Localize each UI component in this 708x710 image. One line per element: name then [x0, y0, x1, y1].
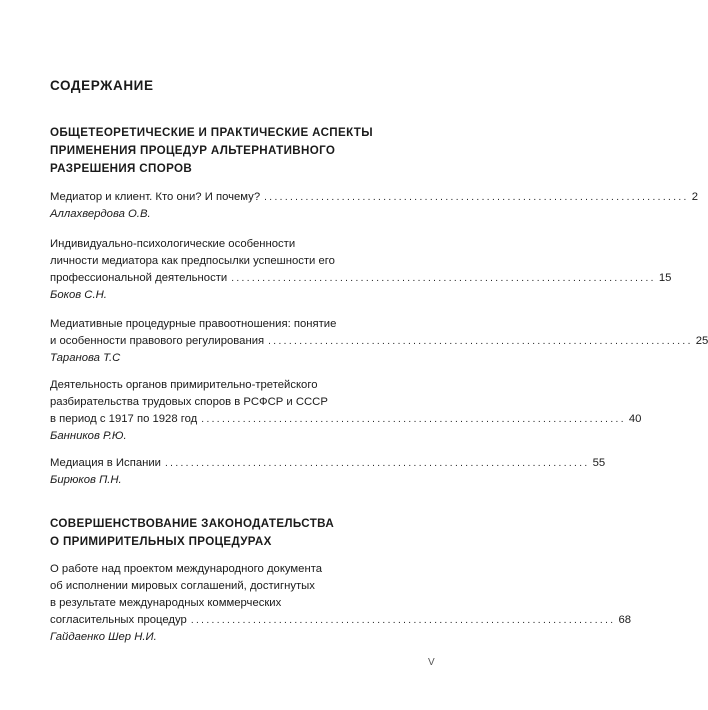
leader-dots: .................................................................................. [231, 273, 656, 284]
leader-dots: .................................................................................. [164, 458, 590, 469]
section-title-line: РАЗРЕШЕНИЯ СПОРОВ [50, 162, 193, 175]
entry-title-line: разбирательства трудовых споров в РСФСР и СССР [50, 396, 328, 408]
entry-title-line: согласительных процедур [50, 614, 187, 626]
toc-entry[interactable] [50, 189, 699, 222]
entry-title-line: О работе над проектом международного документа [50, 563, 323, 575]
entry-page-number: 25 [695, 335, 708, 347]
entry-page-number: 2 [691, 191, 699, 203]
entry-title-line: Индивидуально-психологические особенности [50, 238, 296, 250]
leader-dots: .................................................................................. [201, 414, 626, 425]
section-title-1 [50, 124, 435, 178]
entry-author: Бирюков П.Н. [50, 474, 122, 486]
section-title-line: ПРИМЕНЕНИЯ ПРОЦЕДУР АЛЬТЕРНАТИВНОГО [50, 144, 336, 157]
section-title-line: ОБЩЕТЕОРЕТИЧЕСКИЕ И ПРАКТИЧЕСКИЕ АСПЕКТЫ [50, 126, 373, 139]
entry-title-line: профессиональной деятельности [50, 272, 228, 284]
entry-page-number: 15 [658, 272, 672, 284]
entry-title-line: в период с 1917 по 1928 год [50, 413, 198, 425]
entry-author: Боков С.Н. [50, 289, 107, 301]
toc-entry[interactable] [50, 455, 606, 488]
entry-author: Таранова Т.С [50, 352, 121, 364]
entry-title-line: Медиация в Испании [50, 457, 161, 469]
entry-title-line: личности медиатора как предпосылки успешности его [50, 255, 335, 267]
entry-page-number: 68 [618, 614, 632, 626]
leader-dots: .................................................................................. [268, 336, 693, 347]
entry-title-line: об исполнении мировых соглашений, достигнутых [50, 580, 315, 592]
toc-entry[interactable] [50, 236, 672, 303]
entry-title-line: Медиативные процедурные правоотношения: понятие [50, 318, 337, 330]
entry-author: Аллахвердова О.В. [50, 208, 151, 220]
entry-author: Банников Р.Ю. [50, 430, 127, 442]
section-title-line: СОВЕРШЕНСТВОВАНИЕ ЗАКОНОДАТЕЛЬСТВА [50, 517, 335, 530]
toc-entry[interactable] [50, 377, 642, 444]
entry-page-number: 40 [628, 413, 642, 425]
entry-title-line: Медиатор и клиент. Кто они? И почему? [50, 191, 261, 203]
entry-title-line: Деятельность органов примирительно-третейского [50, 379, 318, 391]
section-title-2 [50, 515, 435, 551]
page-title: СОДЕРЖАНИЕ [50, 78, 154, 93]
leader-dots: .................................................................................. [264, 192, 689, 203]
entry-page-number: 55 [592, 457, 606, 469]
toc-entry[interactable] [50, 561, 632, 645]
entry-title-line: и особенности правового регулирования [50, 335, 265, 347]
leader-dots: .................................................................................. [190, 615, 616, 626]
page-number: V [428, 657, 435, 668]
section-title-line: О ПРИМИРИТЕЛЬНЫХ ПРОЦЕДУРАХ [50, 535, 272, 548]
entry-title-line: в результате международных коммерческих [50, 597, 282, 609]
toc-page [50, 0, 708, 710]
entry-author: Гайдаенко Шер Н.И. [50, 631, 157, 643]
toc-entry[interactable] [50, 316, 708, 366]
